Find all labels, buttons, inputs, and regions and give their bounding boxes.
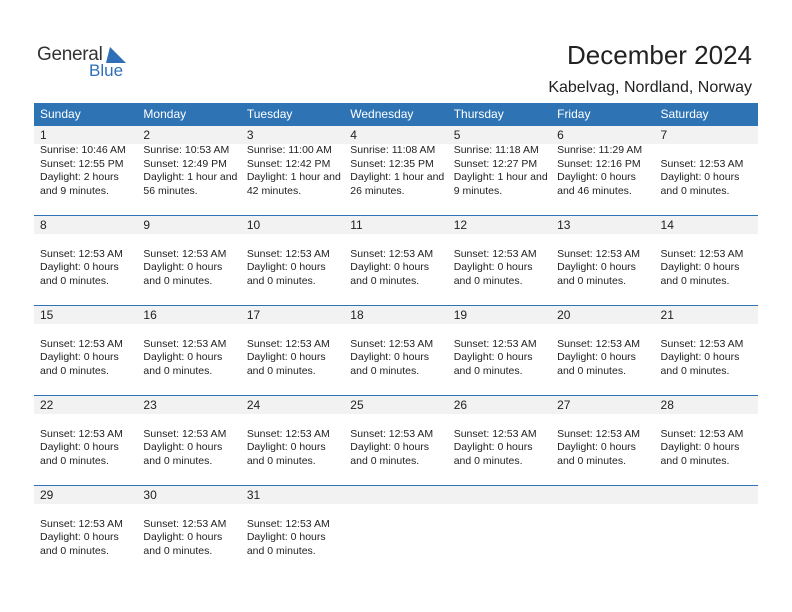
day-number: 9 [143, 218, 151, 232]
day-sun-info [247, 234, 344, 288]
week-days [34, 396, 758, 485]
day-info-line: Daylight: 2 hours [40, 171, 119, 183]
calendar-week [34, 485, 758, 575]
day-info-line: Daylight: 1 hour and [246, 171, 341, 183]
day-info-line [454, 414, 551, 428]
day-info-line: Daylight: 0 hours [40, 351, 119, 363]
day-info-line: Daylight: 0 hours [40, 261, 119, 273]
day-cell [344, 306, 447, 395]
day-number: 26 [453, 398, 468, 412]
day-info-line [661, 234, 758, 248]
day-cell [655, 396, 758, 485]
day-info-line: Daylight: 0 hours [557, 261, 636, 273]
day-info-line [454, 324, 551, 338]
day-info-line [454, 234, 551, 248]
day-cell [344, 126, 447, 215]
day-info-line: Daylight: 0 hours [246, 441, 326, 453]
day-info-line: Sunset: 12:53 AM [350, 337, 434, 350]
day-info-line: Sunset: 12:53 AM [557, 247, 640, 260]
day-info-line: Sunrise: 10:46 AM [40, 144, 126, 156]
day-cell [448, 216, 551, 305]
day-sun-info [350, 144, 447, 198]
day-info-line: and 0 minutes. [143, 544, 213, 557]
day-info-line: and 0 minutes. [557, 454, 626, 467]
week-days [34, 486, 758, 575]
day-cell [551, 396, 654, 485]
day-info-line: Sunset: 12:53 AM [40, 427, 123, 440]
day-sun-info [143, 234, 240, 288]
day-number: 11 [350, 218, 363, 232]
day-number: 22 [40, 398, 54, 412]
day-cell [137, 216, 240, 305]
week-days [34, 306, 758, 395]
day-number: 15 [40, 308, 54, 322]
day-cell [655, 486, 758, 575]
day-info-line: Daylight: 0 hours [557, 171, 636, 183]
day-number: 25 [350, 398, 364, 412]
day-cell [137, 486, 240, 575]
calendar-week [34, 215, 758, 305]
day-info-line: Sunset: 12:53 AM [557, 427, 640, 440]
day-cell [344, 486, 447, 575]
day-info-line: Sunset: 12:53 AM [40, 337, 123, 350]
day-info-line: Sunset: 12:53 AM [143, 517, 227, 530]
day-info-line [40, 324, 137, 338]
day-info-line [661, 414, 758, 428]
day-number: 4 [350, 128, 357, 142]
day-sun-info [143, 144, 240, 198]
weekday-header-row [34, 103, 758, 125]
day-info-line: Sunset: 12:53 AM [143, 247, 227, 260]
day-info-line: and 0 minutes. [143, 274, 213, 287]
day-info-line: Sunset: 12:53 AM [453, 427, 537, 440]
day-number: 24 [246, 398, 261, 412]
day-info-line: Daylight: 0 hours [246, 351, 326, 363]
day-info-line [247, 414, 344, 428]
day-info-line: Sunset: 12:16 PM [557, 157, 641, 170]
location-subtitle: Kabelvag, Nordland, Norway [548, 79, 752, 96]
day-info-line [247, 234, 344, 248]
day-info-line: and 0 minutes. [350, 454, 420, 467]
day-sun-info [350, 324, 447, 378]
day-cell [137, 126, 240, 215]
generalblue-logo [37, 44, 137, 80]
day-number: 23 [143, 398, 157, 412]
day-cell [241, 396, 344, 485]
day-info-line: and 0 minutes. [350, 364, 420, 377]
day-info-line: and 0 minutes. [660, 184, 730, 197]
day-info-line [557, 414, 654, 428]
day-info-line [40, 234, 137, 248]
calendar-week [34, 305, 758, 395]
day-info-line: Sunset: 12:53 AM [40, 247, 123, 260]
day-info-line: Daylight: 0 hours [143, 441, 223, 453]
day-info-line [143, 324, 240, 338]
day-number: 14 [660, 218, 674, 232]
day-info-line: Sunrise: 11:29 AM [557, 144, 643, 156]
day-info-line: 56 minutes. [143, 184, 198, 197]
day-cell [551, 216, 654, 305]
day-cell [241, 126, 344, 215]
day-info-line: Sunset: 12:35 PM [350, 157, 434, 170]
day-info-line: Sunset: 12:53 AM [350, 427, 434, 440]
day-info-line: Sunset: 12:53 AM [453, 337, 537, 350]
day-cell [448, 126, 551, 215]
day-number: 28 [660, 398, 674, 412]
day-info-line: and 0 minutes. [143, 454, 213, 467]
day-cell [448, 306, 551, 395]
day-info-line [350, 324, 447, 338]
day-info-line: and 0 minutes. [246, 274, 316, 287]
day-number: 21 [660, 308, 674, 322]
day-info-line: Daylight: 0 hours [453, 261, 533, 273]
day-cell [34, 396, 137, 485]
day-info-line: and 0 minutes. [453, 274, 523, 287]
day-info-line: and 0 minutes. [660, 454, 730, 467]
day-sun-info [661, 414, 758, 468]
day-info-line: Daylight: 0 hours [143, 531, 223, 543]
day-info-line: Sunset: 12:53 AM [660, 337, 744, 350]
day-sun-info [454, 414, 551, 468]
day-number: 18 [350, 308, 364, 322]
day-cell [448, 486, 551, 575]
day-info-line: Daylight: 0 hours [143, 351, 223, 363]
day-info-line [143, 234, 240, 248]
day-info-line: Sunset: 12:42 PM [246, 157, 331, 170]
day-cell [34, 216, 137, 305]
day-sun-info [143, 324, 240, 378]
day-cell [655, 126, 758, 215]
day-number: 6 [557, 128, 564, 142]
day-sun-info [350, 234, 447, 288]
day-info-line: Sunrise: 11:00 AM [246, 144, 332, 156]
day-info-line: Daylight: 0 hours [453, 441, 533, 453]
calendar-weeks [34, 125, 758, 575]
day-number: 2 [143, 128, 151, 142]
day-sun-info [557, 144, 654, 198]
day-info-line [40, 414, 137, 428]
day-info-line [557, 324, 654, 338]
day-info-line: Daylight: 0 hours [557, 351, 636, 363]
day-info-line: Sunset: 12:53 AM [557, 337, 640, 350]
day-info-line: Daylight: 0 hours [143, 261, 223, 273]
day-number: 29 [40, 488, 54, 502]
day-info-line: Sunset: 12:53 AM [350, 247, 434, 260]
day-cell [137, 306, 240, 395]
day-info-line: Sunset: 12:53 AM [143, 427, 227, 440]
day-info-line: Daylight: 0 hours [350, 351, 430, 363]
day-number: 1 [40, 128, 47, 142]
day-info-line: and 0 minutes. [660, 364, 730, 377]
calendar-week [34, 125, 758, 215]
day-cell [241, 306, 344, 395]
day-info-line: Sunrise: 11:18 AM [453, 144, 539, 156]
day-info-line: Sunset: 12:53 AM [143, 337, 227, 350]
week-days [34, 216, 758, 305]
day-number: 12 [453, 218, 468, 232]
day-number [454, 486, 551, 504]
day-info-line: Sunset: 12:53 AM [246, 247, 330, 260]
day-info-line: Daylight: 1 hour and [143, 171, 238, 183]
day-sun-info [40, 414, 137, 468]
day-sun-info [454, 324, 551, 378]
day-info-line: and 9 minutes. [40, 184, 109, 197]
day-info-line: and 0 minutes. [660, 274, 730, 287]
day-info-line: Daylight: 0 hours [453, 351, 533, 363]
day-sun-info [557, 324, 654, 378]
day-info-line: Daylight: 0 hours [660, 351, 740, 363]
day-info-line: Daylight: 0 hours [350, 261, 430, 273]
day-cell [655, 306, 758, 395]
day-cell [34, 306, 137, 395]
day-info-line [40, 504, 137, 518]
day-info-line: 42 minutes. [246, 184, 302, 197]
day-info-line: Sunset: 12:53 AM [660, 427, 744, 440]
day-info-line: Sunset: 12:53 AM [246, 517, 330, 530]
day-info-line: Sunset: 12:53 AM [246, 337, 330, 350]
day-info-line: Sunset: 12:55 PM [40, 157, 124, 170]
day-info-line: and 0 minutes. [453, 364, 523, 377]
day-sun-info [661, 144, 758, 198]
day-number: 20 [557, 308, 571, 322]
day-sun-info [40, 144, 137, 198]
day-sun-info [661, 234, 758, 288]
weekday-header-thursday: Thursday [453, 107, 504, 121]
day-cell [241, 486, 344, 575]
day-info-line [661, 324, 758, 338]
day-info-line: and 0 minutes. [40, 454, 109, 467]
day-info-line [350, 414, 447, 428]
day-sun-info [454, 144, 551, 198]
day-info-line: Sunset: 12:53 AM [660, 247, 744, 260]
day-info-line: Daylight: 0 hours [40, 441, 119, 453]
day-info-line [557, 234, 654, 248]
day-info-line: Daylight: 1 hour and [453, 171, 548, 183]
day-number: 10 [246, 218, 261, 232]
day-info-line [143, 504, 240, 518]
day-number [557, 486, 654, 504]
day-info-line: Daylight: 0 hours [660, 261, 740, 273]
day-info-line: and 0 minutes. [143, 364, 213, 377]
day-cell [344, 396, 447, 485]
day-sun-info [143, 414, 240, 468]
day-number: 7 [660, 128, 668, 142]
day-number: 5 [453, 128, 461, 142]
day-number [661, 486, 758, 504]
day-info-line: and 0 minutes. [246, 364, 316, 377]
logo-blue-text: Blue [89, 61, 124, 80]
day-info-line: Daylight: 1 hour and [350, 171, 445, 183]
day-info-line: Daylight: 0 hours [660, 171, 740, 183]
day-sun-info [40, 324, 137, 378]
day-info-line: Sunrise: 11:08 AM [350, 144, 436, 156]
day-sun-info [247, 414, 344, 468]
day-cell [551, 486, 654, 575]
day-info-line: and 46 minutes. [557, 184, 632, 197]
day-sun-info [557, 414, 654, 468]
day-sun-info [40, 234, 137, 288]
weekday-header-monday: Monday [143, 107, 187, 121]
day-number: 8 [40, 218, 47, 232]
day-info-line: 9 minutes. [453, 184, 503, 197]
day-info-line [143, 414, 240, 428]
day-info-line: Daylight: 0 hours [350, 441, 430, 453]
day-cell [448, 396, 551, 485]
day-number: 19 [453, 308, 468, 322]
day-info-line: Sunset: 12:53 AM [246, 427, 330, 440]
day-info-line: Daylight: 0 hours [246, 531, 326, 543]
day-number: 17 [246, 308, 261, 322]
day-cell [34, 126, 137, 215]
day-cell [655, 216, 758, 305]
day-info-line: Daylight: 0 hours [40, 531, 119, 543]
day-info-line [661, 144, 758, 158]
day-info-line: Sunrise: 10:53 AM [143, 144, 230, 156]
day-info-line: and 0 minutes. [557, 364, 626, 377]
day-info-line: and 0 minutes. [40, 544, 109, 557]
day-cell [551, 126, 654, 215]
day-sun-info [557, 234, 654, 288]
day-number: 31 [246, 488, 261, 502]
day-sun-info [247, 324, 344, 378]
day-info-line: Sunset: 12:53 AM [453, 247, 537, 260]
day-info-line: and 0 minutes. [453, 454, 523, 467]
day-info-line: Daylight: 0 hours [246, 261, 326, 273]
day-number: 16 [143, 308, 157, 322]
day-info-line: 26 minutes. [350, 184, 405, 197]
day-sun-info [247, 144, 344, 198]
day-sun-info [350, 414, 447, 468]
day-info-line: and 0 minutes. [350, 274, 420, 287]
day-info-line [247, 324, 344, 338]
day-cell [344, 216, 447, 305]
day-info-line: and 0 minutes. [40, 274, 109, 287]
day-sun-info [143, 504, 240, 558]
day-info-line: and 0 minutes. [246, 454, 316, 467]
weekday-header-friday: Friday [557, 107, 591, 121]
calendar-week [34, 395, 758, 485]
weekday-header-tuesday: Tuesday [246, 107, 293, 121]
day-sun-info [247, 504, 344, 558]
day-number: 13 [557, 218, 571, 232]
weekday-header-sunday: Sunday [40, 107, 81, 121]
day-number: 30 [143, 488, 157, 502]
weekday-header-saturday: Saturday [660, 107, 709, 121]
day-cell [137, 396, 240, 485]
day-sun-info [40, 504, 137, 558]
week-days [34, 126, 758, 215]
day-number [350, 486, 447, 504]
day-info-line: and 0 minutes. [40, 364, 109, 377]
day-info-line: Sunset: 12:53 AM [660, 157, 744, 170]
page-title: December 2024 [567, 40, 752, 70]
day-number: 27 [557, 398, 571, 412]
day-sun-info [661, 324, 758, 378]
weekday-header-wednesday: Wednesday [350, 107, 414, 121]
day-info-line: Sunset: 12:49 PM [143, 157, 227, 170]
day-info-line: Sunset: 12:27 PM [453, 157, 538, 170]
day-cell [241, 216, 344, 305]
logo-general-text: General [37, 44, 103, 65]
day-number: 3 [246, 128, 254, 142]
day-info-line: Sunset: 12:53 AM [40, 517, 123, 530]
day-sun-info [454, 234, 551, 288]
calendar-grid [34, 103, 758, 575]
day-cell [34, 486, 137, 575]
day-info-line: and 0 minutes. [246, 544, 316, 557]
day-cell [551, 306, 654, 395]
day-info-line: Daylight: 0 hours [660, 441, 740, 453]
day-info-line [350, 234, 447, 248]
day-info-line: Daylight: 0 hours [557, 441, 636, 453]
day-info-line: and 0 minutes. [557, 274, 626, 287]
day-info-line [247, 504, 344, 518]
